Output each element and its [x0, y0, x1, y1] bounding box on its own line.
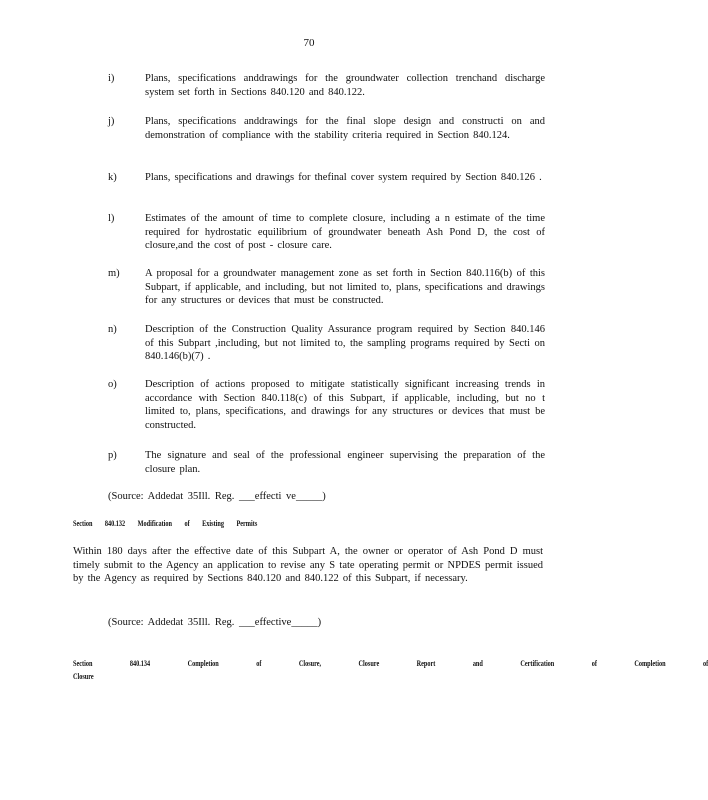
list-item-text: Plans, specifications anddrawings for the groundwater collection trenchand discharge system set forth in Sections 840.120 and 840.122. — [145, 73, 545, 98]
list-item-text: A proposal for a groundwater management zone as set forth in Section 840.116(b) of this Subpart, if applicable, and including, but not limited to, plans, specifications and drawings for any structures or devices that must be constructed. — [145, 268, 545, 306]
list-marker: j) — [108, 116, 115, 127]
list-item-text: Estimates of the amount of time to complete closure, including a n estimate of the time required for hydrostatic equilibrium of groundwater beneath Ash Pond D, the cost of closure,and the cost of post - closure care. — [145, 213, 545, 251]
list-marker: l) — [108, 213, 115, 224]
section-heading-text: Section 840.132 Modification of Existing Permits — [73, 519, 258, 528]
section-paragraph: Within 180 days after the effective date of this Subpart A, the owner or operator of Ash Pond D must timely submit to the Agency an application to revise any S tate operating permit or NPDES permit issued by the Agency as required by Sections 840.120 and 840.122 of this Subpart, if necessary. — [73, 546, 543, 584]
section-heading-134 — [73, 659, 708, 681]
list-marker: p) — [108, 450, 117, 461]
section-heading-text: Closure — [73, 672, 94, 681]
list-item-text: The signature and seal of the professional engineer supervising the preparation of the closure plan. — [145, 450, 545, 475]
list-item-text: Description of actions proposed to mitigate statistically significant increasing trends in accordance with Section 840.118(c) of this Subpart, if applicable, including, but no t limited to, plans, specifications, and drawings for any structures or devices that must be constructed. — [145, 379, 545, 431]
section-heading-132 — [73, 519, 257, 528]
section-heading-text: Section 840.134 Completion of Closure, Closure Report and Certification of Completion of — [73, 659, 708, 668]
list-item-text: Plans, specifications and drawings for thefinal cover system required by Section 840.126 . — [145, 172, 542, 183]
source-note: (Source: Addedat 35Ill. Reg. ___effecti ve_____) — [108, 491, 326, 502]
page-number: 70 — [303, 37, 315, 49]
source-note: (Source: Addedat 35Ill. Reg. ___effective_____) — [108, 617, 322, 628]
list-item-text: Description of the Construction Quality Assurance program required by Section 840.146 of this Subpart ,including, but not limited to, the sampling programs required by Secti on 840.146(b)(7) . — [145, 324, 545, 362]
list-marker: k) — [108, 172, 117, 183]
list-item-text: Plans, specifications anddrawings for the final slope design and constructi on and demonstration of compliance with the stability criteria required in Section 840.124. — [145, 116, 545, 141]
list-marker: i) — [108, 73, 115, 84]
list-marker: n) — [108, 324, 117, 335]
list-marker: o) — [108, 379, 117, 390]
list-marker: m) — [108, 268, 120, 279]
